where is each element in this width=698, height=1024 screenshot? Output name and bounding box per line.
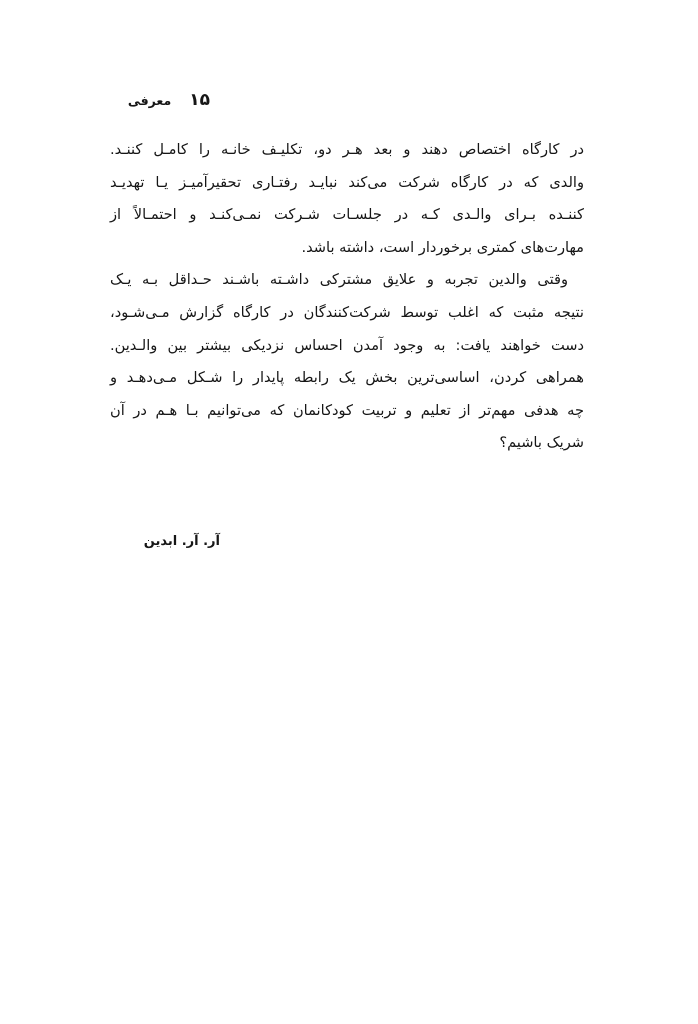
paragraph-1-line-1: در کارگاه اختصاص دهند و بعد هـر دو، تکلیـف خانـه را کامـل کننـد. [110, 141, 584, 158]
paragraph-2-line-2: نتیجه مثبت که اغلب توسط شرکت‌کنندگان در کارگاه گزارش مـی‌شـود، [110, 303, 584, 321]
body-text [110, 134, 584, 460]
paragraph-2-line-3: دست خواهند یافت: به وجود آمدن احساس نزدیکی بیشتر بین والـدین. [110, 336, 584, 354]
paragraph-1-line-2: والدی که در کارگاه شرکت می‌کند نبایـد رفتـاری تحقیرآمیـز یـا تهدیـد [110, 173, 584, 191]
page-number: ۱۵ [189, 90, 210, 110]
author-signature: آر. آر. ابدین [143, 534, 220, 549]
running-head [110, 88, 210, 112]
paragraph-2-line-4: همراهی کردن، اساسی‌ترین بخش یک رابطه پایدار را شـکل مـی‌دهـد و [110, 369, 584, 387]
paragraph-2-line-1: وقتی والدین تجربه و علایق مشترکی داشـته باشـند حـداقل بـه یـک [110, 271, 568, 289]
paragraph-2-line-5: چه هدفی مهم‌تر از تعلیم و تربیت کودکانمان که می‌توانیم بـا هـم در آن [110, 401, 584, 419]
chapter-title: معرفی [127, 92, 172, 108]
paragraph-2-line-6: شریک باشیم؟ [499, 434, 584, 452]
paragraph-1-line-3: کننـده بـرای والـدی کـه در جلسـات شـرکت نمـی‌کنـد و احتمـالاً از [110, 206, 584, 224]
paragraph-1-line-4: مهارت‌های کمتری برخوردار است، داشته باشد. [301, 238, 584, 256]
